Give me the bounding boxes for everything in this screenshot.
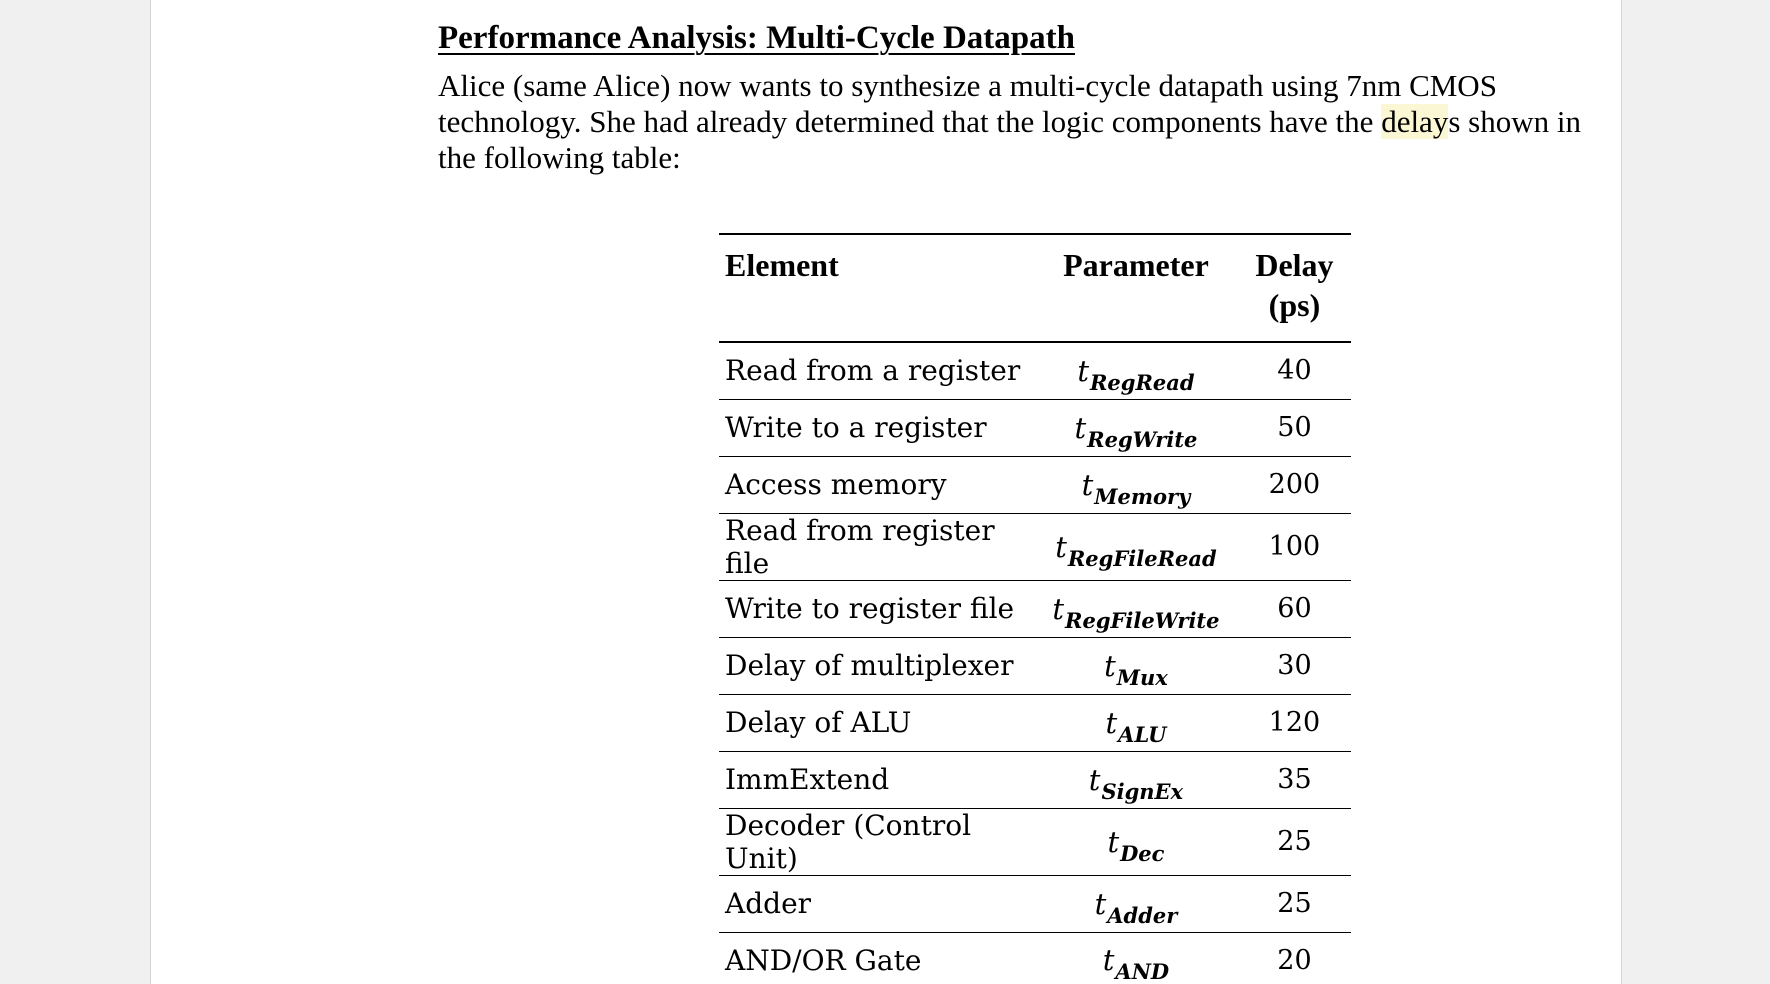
cell-parameter [1034, 513, 1238, 580]
table-row [719, 456, 1351, 513]
cell-element: Access memory [725, 468, 947, 501]
table-header-row [719, 234, 1351, 342]
table-row [719, 694, 1351, 751]
page-title: Performance Analysis: Multi-Cycle Datapath [438, 20, 1075, 56]
cell-element: Adder [725, 887, 812, 920]
parameter-symbol: t [1088, 762, 1101, 797]
cell-delay: 25 [1277, 888, 1312, 919]
cell-element: Read from register file [725, 513, 995, 580]
cell-parameter [1034, 875, 1238, 932]
cell-element: Delay of multiplexer [725, 649, 1014, 682]
cell-delay: 25 [1277, 826, 1312, 857]
cell-parameter [1034, 637, 1238, 694]
cell-element: Read from a register [725, 354, 1021, 388]
cell-delay: 100 [1268, 531, 1321, 562]
table-row [719, 399, 1351, 456]
cell-delay: 200 [1268, 469, 1321, 500]
parameter-symbol: t [1102, 943, 1115, 978]
cell-element: AND/OR Gate [725, 943, 922, 977]
parameter-subscript: RegWrite [1087, 426, 1198, 452]
parameter-subscript: ALU [1118, 721, 1167, 747]
intro-text-before: Alice (same Alice) now wants to synthesize a multi-cycle datapath using 7nm CMOS technology. She had already determined that the logic components have the [438, 68, 1497, 139]
parameter-symbol: t [1104, 648, 1116, 683]
cell-parameter [1034, 580, 1238, 637]
cell-delay: 50 [1277, 412, 1312, 443]
table-row [719, 580, 1351, 637]
cell-delay: 35 [1277, 764, 1312, 795]
parameter-subscript: Dec [1120, 840, 1165, 866]
cell-parameter [1034, 808, 1238, 875]
cell-element: ImmExtend [725, 763, 890, 796]
cell-element: Write to register file [725, 592, 1015, 625]
cell-parameter [1034, 342, 1238, 399]
cell-delay: 120 [1268, 707, 1321, 738]
parameter-subscript: RegFileWrite [1065, 607, 1220, 633]
cell-parameter [1034, 932, 1238, 984]
header-parameter: Parameter [1063, 247, 1209, 283]
cell-delay: 60 [1277, 593, 1312, 624]
parameter-symbol: t [1081, 467, 1094, 502]
parameter-subscript: Adder [1107, 902, 1178, 928]
table-row [719, 637, 1351, 694]
parameter-symbol: t [1077, 353, 1089, 388]
cell-parameter [1034, 751, 1238, 808]
delay-table [719, 233, 1351, 984]
parameter-symbol: t [1105, 705, 1118, 740]
cell-delay: 20 [1277, 944, 1312, 976]
table-row [719, 808, 1351, 875]
cell-delay: 30 [1277, 650, 1312, 681]
parameter-symbol: t [1094, 886, 1107, 921]
table-row [719, 513, 1351, 580]
parameter-symbol: t [1074, 410, 1087, 445]
cell-parameter [1034, 694, 1238, 751]
table-row [719, 875, 1351, 932]
document-page [150, 0, 1622, 984]
table-row [719, 342, 1351, 399]
cell-delay: 40 [1277, 355, 1312, 387]
parameter-subscript: RegRead [1089, 369, 1195, 395]
cell-element: Delay of ALU [725, 706, 912, 739]
cell-parameter [1034, 456, 1238, 513]
search-highlight: delay [1381, 104, 1449, 139]
table-body [719, 342, 1351, 984]
parameter-subscript: AND [1115, 959, 1170, 984]
parameter-subscript: Mux [1116, 664, 1168, 690]
parameter-symbol: t [1107, 824, 1120, 859]
parameter-symbol: t [1055, 529, 1067, 564]
parameter-subscript: RegFileRead [1067, 545, 1217, 571]
header-delay: Delay (ps) [1255, 247, 1334, 323]
cell-element: Write to a register [725, 411, 987, 444]
table-row [719, 932, 1351, 984]
parameter-subscript: Memory [1094, 483, 1191, 509]
parameter-symbol: t [1052, 591, 1065, 626]
cell-element: Decoder (Control Unit) [725, 808, 972, 875]
header-element: Element [725, 247, 839, 283]
cell-parameter [1034, 399, 1238, 456]
intro-text-after: s shown in the following table: [438, 104, 1581, 175]
intro-paragraph [438, 68, 1618, 176]
table-row [719, 751, 1351, 808]
parameter-subscript: SignEx [1101, 778, 1184, 804]
